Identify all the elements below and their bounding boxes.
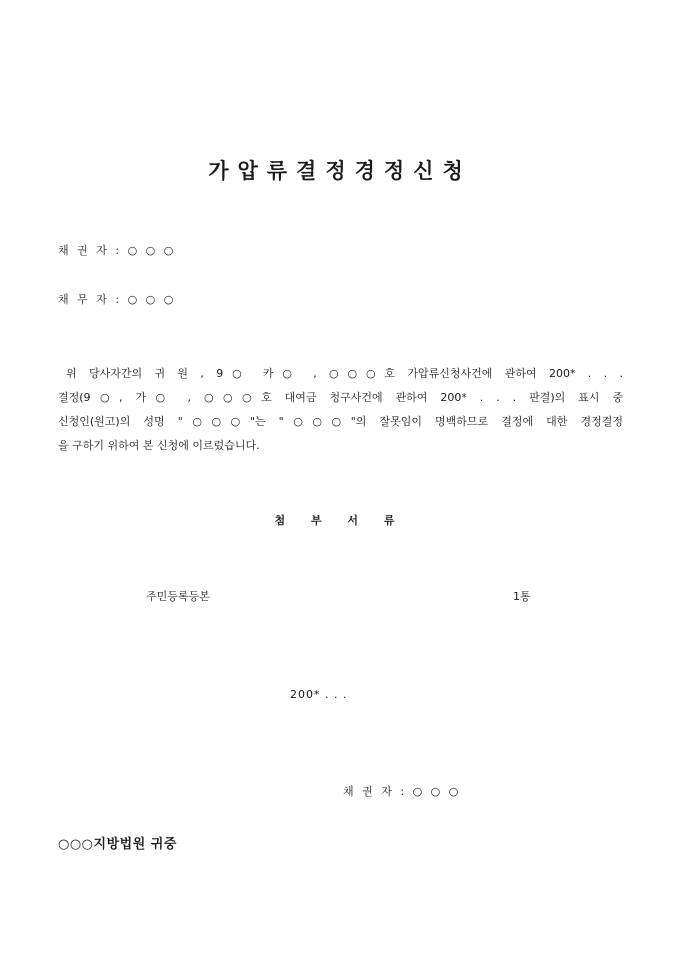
debtor-line: 채 무 자 : ○ ○ ○	[58, 293, 176, 306]
filing-date: 200* . . .	[290, 688, 348, 701]
body-line-4: 을 구하기 위하여 본 신청에 이르렀습니다.	[58, 439, 260, 452]
signer-line: 채 권 자 : ○ ○ ○	[343, 785, 461, 798]
body-line-3: 신청인(원고)의 성명 "○○○"는 "○○○"의 잘못임이 명백하므로 결정에 대한 경정결정	[58, 415, 623, 428]
body-line-2: 결정(9○, 가○ , ○○○호 대여금 청구사건에 관하여 200* . . . 판결)의 표시 중	[58, 391, 623, 404]
document-title: 가압류결정경정신청	[208, 158, 472, 183]
court-addressee: ○○○지방법원 귀중	[58, 837, 177, 852]
attachment-count: 1통	[513, 590, 531, 603]
attachments-heading: 첨 부 서 류	[274, 514, 406, 527]
body-line-1: 위 당사자간의 귀 원 , 9○ 카○ , ○○○호 가압류신청사건에 관하여 200* . . .	[66, 367, 623, 380]
attachment-name: 주민등록등본	[146, 590, 210, 603]
creditor-line: 채 권 자 : ○ ○ ○	[58, 244, 176, 257]
application-body	[58, 362, 623, 458]
